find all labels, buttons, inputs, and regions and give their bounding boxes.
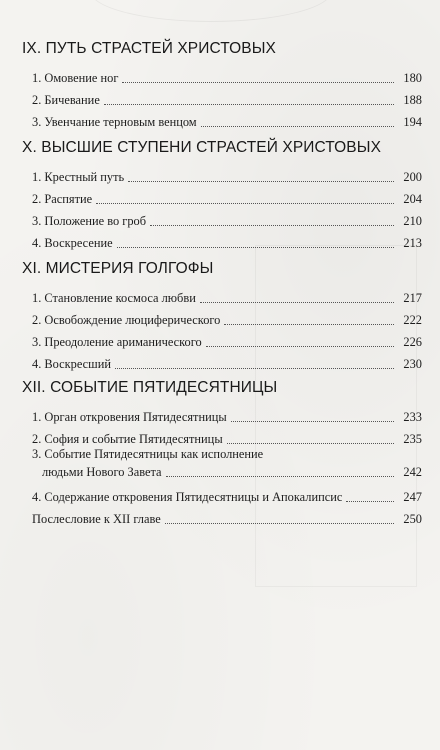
toc-entry[interactable] bbox=[22, 483, 422, 505]
entry-page-number: 230 bbox=[403, 357, 422, 371]
dot-leader bbox=[224, 324, 394, 325]
entry-page-number: 222 bbox=[403, 313, 422, 327]
dot-leader bbox=[231, 421, 394, 422]
toc-entry[interactable] bbox=[22, 185, 422, 207]
dot-leader bbox=[122, 82, 394, 83]
entry-label: 1. Становление космоса любви bbox=[32, 291, 196, 305]
toc-entry[interactable] bbox=[22, 229, 422, 251]
entry-page-number: 235 bbox=[403, 432, 422, 446]
dot-leader bbox=[200, 302, 394, 303]
entry-page-number: 194 bbox=[403, 115, 422, 129]
dot-leader bbox=[104, 104, 394, 105]
entry-label-continuation: людьми Нового Завета bbox=[42, 465, 162, 479]
dot-leader bbox=[346, 501, 394, 502]
entry-label: 2. Бичевание bbox=[32, 93, 100, 107]
entry-page-number: 204 bbox=[403, 192, 422, 206]
entry-page-number: 217 bbox=[403, 291, 422, 305]
toc-entry[interactable] bbox=[22, 163, 422, 185]
toc-entry[interactable] bbox=[22, 108, 422, 130]
toc-entry[interactable] bbox=[22, 207, 422, 229]
entry-label: 3. Преодоление ариманического bbox=[32, 335, 202, 349]
chapter-title: IX. ПУТЬ СТРАСТЕЙ ХРИСТОВЫХ bbox=[22, 40, 276, 57]
entry-label: 2. Распятие bbox=[32, 192, 93, 206]
entry-page-number: 250 bbox=[403, 512, 422, 526]
entry-page-number: 210 bbox=[403, 214, 422, 228]
toc-entry[interactable] bbox=[22, 425, 422, 447]
toc-entry[interactable] bbox=[22, 328, 422, 350]
toc-entry[interactable] bbox=[22, 505, 422, 527]
dot-leader bbox=[206, 346, 394, 347]
chapter-title: XII. СОБЫТИЕ ПЯТИДЕСЯТНИЦЫ bbox=[22, 379, 278, 396]
dot-leader bbox=[201, 126, 394, 127]
dot-leader bbox=[96, 203, 394, 204]
entry-label-continuation-row bbox=[32, 462, 422, 480]
chapter-xi bbox=[22, 260, 422, 372]
chapter-xii bbox=[22, 379, 422, 527]
dot-leader bbox=[165, 523, 394, 524]
entry-label: 2. София и событие Пятидесятницы bbox=[32, 432, 223, 446]
entry-page-number: 242 bbox=[403, 465, 422, 479]
entry-page-number: 213 bbox=[403, 236, 422, 250]
dot-leader bbox=[115, 368, 394, 369]
entry-page-number: 180 bbox=[403, 71, 422, 85]
toc-entry[interactable] bbox=[22, 306, 422, 328]
dot-leader bbox=[150, 225, 394, 226]
entry-label: 3. Положение во гроб bbox=[32, 214, 147, 228]
dot-leader bbox=[128, 181, 394, 182]
entry-page-number: 188 bbox=[403, 93, 422, 107]
entry-label: 4. Воскресение bbox=[32, 236, 113, 250]
entry-label: 1. Орган откровения Пятидесятницы bbox=[32, 410, 227, 424]
entry-label: 3. Событие Пятидесятницы как исполнение bbox=[32, 447, 264, 461]
toc-entry[interactable] bbox=[22, 64, 422, 86]
toc-entry[interactable] bbox=[22, 86, 422, 108]
chapter-x bbox=[22, 139, 422, 251]
dot-leader bbox=[227, 443, 394, 444]
entry-label: 4. Воскресший bbox=[32, 357, 111, 371]
chapter-ix bbox=[22, 40, 422, 130]
toc-entry[interactable] bbox=[22, 284, 422, 306]
entry-label: 4. Содержание откровения Пятидесятницы и Апокалипсис bbox=[32, 490, 343, 504]
dot-leader bbox=[117, 247, 394, 248]
entry-label: 2. Освобождение люциферического bbox=[32, 313, 221, 327]
chapter-title: X. ВЫСШИЕ СТУПЕНИ СТРАСТЕЙ ХРИСТОВЫХ bbox=[22, 139, 382, 156]
toc-entry[interactable] bbox=[22, 350, 422, 372]
dot-leader bbox=[166, 476, 394, 477]
chapter-title: XI. МИСТЕРИЯ ГОЛГОФЫ bbox=[22, 260, 214, 277]
entry-page-number: 247 bbox=[403, 490, 422, 504]
entry-page-number: 233 bbox=[403, 410, 422, 424]
entry-label: 3. Увенчание терновым венцом bbox=[32, 115, 197, 129]
entry-page-number: 226 bbox=[403, 335, 422, 349]
entry-page-number: 200 bbox=[403, 170, 422, 184]
toc-entry[interactable] bbox=[22, 447, 422, 483]
entry-label: 1. Омовение ног bbox=[32, 71, 119, 85]
entry-label: 1. Крестный путь bbox=[32, 170, 125, 184]
toc-entry[interactable] bbox=[22, 403, 422, 425]
entry-label: Послесловие к XII главе bbox=[32, 512, 161, 526]
